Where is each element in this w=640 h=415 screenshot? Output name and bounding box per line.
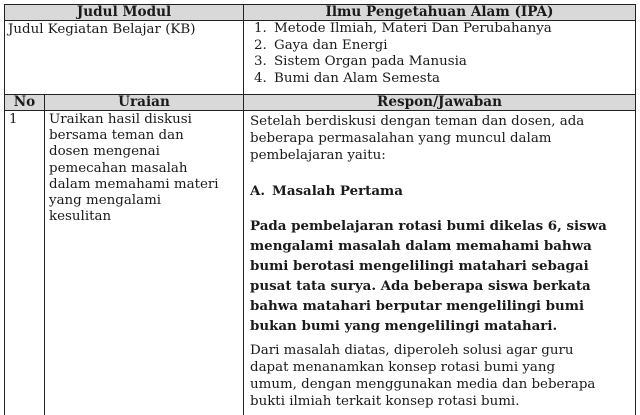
kb-topic-list xyxy=(254,21,632,87)
col-header-respon: Respon/Jawaban xyxy=(377,94,502,110)
row-number: 1 xyxy=(9,112,18,127)
section-heading: A. Masalah Pertama xyxy=(250,183,403,199)
problem-statement: Pada pembelajaran rotasi bumi dikelas 6, siswa mengalami masalah dalam memahami bahwa bumi berotasi mengelilingi matahari sebagai pusat tata surya. Ada beberapa siswa berkata bahwa matahari berputar mengelilingi bumi bukan bumi yang mengelilingi matahari. xyxy=(250,218,607,334)
kb-topic-item: 3. Sistem Organ pada Manusia xyxy=(254,54,467,69)
kb-topic-item: 1. Metode Ilmiah, Materi Dan Perubahanya xyxy=(254,21,552,36)
solution-text: Dari masalah diatas, diperoleh solusi agar guru dapat menanamkan konsep rotasi bumi yang umum, dengan menggunakan media dan beberapa bukti ilmiah terkait konsep rotasi bumi. xyxy=(250,343,596,409)
header-col2-title: Ilmu Pengetahuan Alam (IPA) xyxy=(325,4,554,20)
column-divider-no xyxy=(44,94,45,415)
uraian-text: Uraikan hasil diskusi bersama teman dan dosen mengenai pemecahan masalah dalam memahami materi yang mengalami kesulitan xyxy=(49,112,219,225)
column-divider-main xyxy=(243,4,244,415)
table-border-left xyxy=(4,4,5,415)
respon-intro: Setelah berdiskusi dengan teman dan dosen, ada beberapa permasalahan yang muncul dalam pembelajaran yaitu: xyxy=(250,114,585,163)
col-header-uraian: Uraian xyxy=(118,94,170,110)
table-border-right xyxy=(635,4,636,415)
kb-topic-item: 2. Gaya dan Energi xyxy=(254,37,388,53)
kb-label: Judul Kegiatan Belajar (KB) xyxy=(8,22,196,37)
kb-topic-item: 4. Bumi dan Alam Semesta xyxy=(254,70,440,86)
col-header-no: No xyxy=(13,94,36,110)
header-col1-title: Judul Modul xyxy=(76,4,172,20)
